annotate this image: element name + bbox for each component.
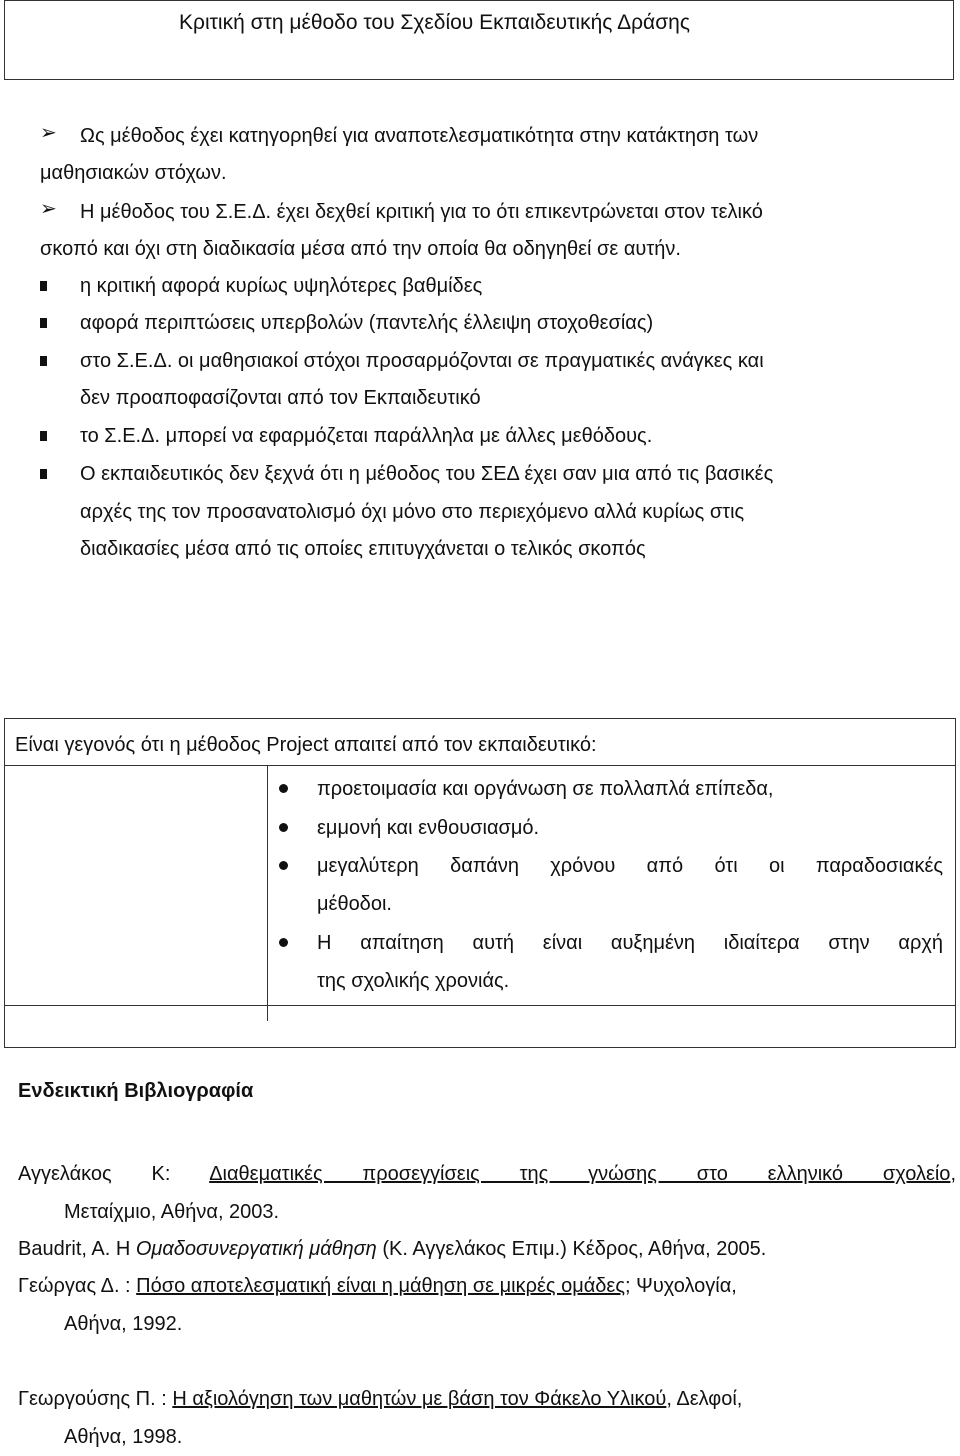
bib-entry-1-line-2: Μεταίχμιο, Αθήνα, 2003. bbox=[64, 1201, 280, 1223]
critique-sub-3-line-1: στο Σ.Ε.Δ. οι μαθησιακοί στόχοι προσαρμόζονται σε πραγματικές ανάγκες και bbox=[80, 350, 764, 372]
bib-entry-after: (Κ. Αγγελάκος Επιμ.) Κέδρος, Αθήνα, 2005. bbox=[376, 1238, 767, 1260]
square-bullet-icon bbox=[40, 431, 47, 441]
square-bullet-icon bbox=[40, 356, 47, 366]
requirement-item-3-line-2: μέθοδοι. bbox=[317, 893, 392, 915]
bib-entry-2 bbox=[18, 1231, 766, 1268]
requirement-item-4-line-2: της σχολικής χρονιάς. bbox=[317, 970, 510, 992]
requirement-item-4-line-1: Η απαίτηση αυτή είναι αυξημένη ιδιαίτερα στην αρχή bbox=[317, 932, 943, 954]
square-bullet-icon bbox=[40, 318, 47, 328]
critique-item-1-line-1: Ως μέθοδος έχει κατηγορηθεί για αναποτελεσματικότητα στην κατάκτηση των bbox=[80, 125, 759, 147]
bib-entry-after: , bbox=[950, 1163, 956, 1185]
round-bullet-icon bbox=[279, 784, 288, 793]
round-bullet-icon bbox=[279, 938, 288, 947]
bib-entry-after: , Δελφοί, bbox=[666, 1388, 743, 1410]
critique-item-2-line-2: σκοπό και όχι στη διαδικασία μέσα από την οποία θα οδηγηθεί σε αυτήν. bbox=[40, 238, 681, 260]
bib-entry-3-line-1 bbox=[18, 1268, 737, 1305]
bib-entry-title: Ομαδοσυνεργατική μάθηση bbox=[135, 1238, 377, 1260]
bib-entry-title: Διαθεματικές προσεγγίσεις της γνώσης στο ελληνικό σχολείο bbox=[209, 1163, 951, 1185]
bib-entry-3-line-2: Αθήνα, 1992. bbox=[64, 1313, 183, 1335]
bib-entry-author: Αγγελάκος Κ: bbox=[18, 1163, 210, 1185]
arrow-bullet-icon: ➢ bbox=[40, 122, 57, 144]
critique-sub-5-line-1: Ο εκπαιδευτικός δεν ξεχνά ότι η μέθοδος του ΣΕΔ έχει σαν μια από τις βασικές bbox=[80, 463, 774, 485]
requirement-item-1: προετοιμασία και οργάνωση σε πολλαπλά επίπεδα, bbox=[317, 778, 774, 800]
bib-entry-author: Γεωργούσης Π. : bbox=[18, 1388, 173, 1410]
table-divider bbox=[5, 765, 955, 766]
critique-sub-4: το Σ.Ε.Δ. μπορεί να εφαρμόζεται παράλληλα με άλλες μεθόδους. bbox=[80, 425, 653, 447]
critique-sub-3-line-2: δεν προαποφασίζονται από τον Εκπαιδευτικό bbox=[80, 387, 481, 409]
critique-item-1-line-2: μαθησιακών στόχων. bbox=[40, 162, 227, 184]
bib-entry-after: ; Ψυχολογία, bbox=[625, 1275, 737, 1297]
arrow-bullet-icon: ➢ bbox=[40, 198, 57, 220]
bib-entry-1-line-1 bbox=[18, 1156, 956, 1193]
critique-sub-1: η κριτική αφορά κυρίως υψηλότερες βαθμίδες bbox=[80, 275, 483, 297]
bib-entry-title: Πόσο αποτελεσματική είναι η μάθηση σε μικρές ομάδες bbox=[136, 1275, 625, 1297]
requirements-table bbox=[4, 718, 956, 1048]
bib-entry-4-line-2: Αθήνα, 1998. bbox=[64, 1426, 183, 1448]
bib-entry-4-line-1 bbox=[18, 1381, 742, 1418]
square-bullet-icon bbox=[40, 469, 47, 479]
page-title: Κριτική στη μέθοδο του Σχεδίου Εκπαιδευτικής Δράσης bbox=[179, 11, 690, 34]
critique-sub-5-line-3: διαδικασίες μέσα από τις οποίες επιτυγχάνεται ο τελικός σκοπός bbox=[80, 538, 646, 560]
critique-item-2-line-1: Η μέθοδος του Σ.Ε.Δ. έχει δεχθεί κριτική για το ότι επικεντρώνεται στον τελικό bbox=[80, 201, 763, 223]
table-column-divider bbox=[267, 765, 268, 1021]
square-bullet-icon bbox=[40, 281, 47, 291]
bib-entry-title: Η αξιολόγηση των μαθητών με βάση τον Φάκελο Υλικού bbox=[172, 1388, 667, 1410]
table-divider bbox=[5, 1005, 955, 1006]
title-box bbox=[4, 0, 954, 80]
critique-sub-2: αφορά περιπτώσεις υπερβολών (παντελής έλλειψη στοχοθεσίας) bbox=[80, 312, 654, 334]
requirement-item-2: εμμονή και ενθουσιασμό. bbox=[317, 817, 540, 839]
bib-entry-author: Γεώργας Δ. : bbox=[18, 1275, 137, 1297]
requirement-item-3-line-1: μεγαλύτερη δαπάνη χρόνου από ότι οι παραδοσιακές bbox=[317, 855, 943, 877]
bibliography-heading: Ενδεικτική Βιβλιογραφία bbox=[18, 1080, 254, 1102]
critique-sub-5-line-2: αρχές της τον προσανατολισμό όχι μόνο στο περιεχόμενο αλλά κυρίως στις bbox=[80, 501, 745, 523]
round-bullet-icon bbox=[279, 823, 288, 832]
round-bullet-icon bbox=[279, 861, 288, 870]
bib-entry-author: Baudrit, A. Η bbox=[18, 1238, 136, 1260]
requirements-heading: Είναι γεγονός ότι η μέθοδος Project απαιτεί από τον εκπαιδευτικό: bbox=[15, 734, 597, 756]
